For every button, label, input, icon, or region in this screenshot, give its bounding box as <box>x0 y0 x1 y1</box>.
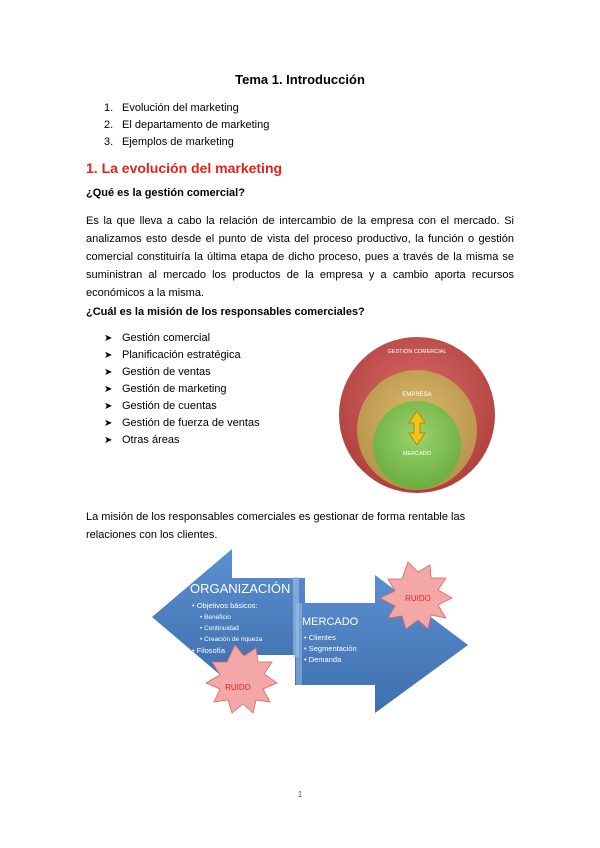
list-item: ➤ Gestión comercial <box>104 330 260 347</box>
paragraph-1: Es la que lleva a cabo la relación de intercambio de la empresa con el mercado. Si analizamos esto desde el punto de vista del proceso productivo, la función o gestión comercial constituiría la última etapa de dicho proceso, pues a través de la misma se suministran al mercado los productos de la empresa y a cambio aporta recursos económicos a la misma. <box>86 215 514 299</box>
list-item: ➤ Planificación estratégica <box>104 347 260 364</box>
market-item: • Demanda <box>304 655 342 664</box>
market-title: MERCADO <box>302 616 359 628</box>
list-item: ➤ Gestión de marketing <box>104 381 260 398</box>
noise-label-bottom: RUIDO <box>225 683 251 692</box>
organization-item: • Filosofía <box>192 646 226 655</box>
arrow-bullet-icon: ➤ <box>104 401 113 412</box>
page-number: 1 <box>297 790 303 799</box>
table-of-contents <box>104 100 269 151</box>
arrow-bullet-icon: ➤ <box>104 418 113 429</box>
inner-circle-label: MERCADO <box>402 451 432 457</box>
question-heading-2: ¿Cuál es la misión de los responsables comerciales? <box>86 306 365 318</box>
organization-market-diagram <box>150 545 470 715</box>
page-title: Tema 1. Introducción <box>235 72 365 87</box>
arrow-bullet-icon: ➤ <box>104 333 113 344</box>
organization-item: • Objetivos básicos: <box>192 601 258 610</box>
middle-circle-label: EMPRESA <box>402 392 432 398</box>
mission-statement: La misión de los responsables comerciales es gestionar de forma rentable las relaciones con los clientes. <box>86 511 466 541</box>
arrow-bullet-icon: ➤ <box>104 384 113 395</box>
noise-label-top: RUIDO <box>405 594 431 603</box>
outer-circle-label: GESTIÓN COMERCIAL <box>387 349 447 355</box>
arrow-bullet-icon: ➤ <box>104 435 113 446</box>
list-item: ➤ Gestión de ventas <box>104 364 260 381</box>
toc-item: 2. El departamento de marketing <box>104 119 270 131</box>
list-item: ➤ Gestión de fuerza de ventas <box>104 415 260 432</box>
list-item: ➤ Gestión de cuentas <box>104 398 260 415</box>
organization-subitem: • Continuidad <box>200 625 239 632</box>
arrow-bullet-icon: ➤ <box>104 367 113 378</box>
market-item: • Segmentación <box>304 644 357 653</box>
missions-list <box>104 330 260 449</box>
toc-item: 3. Ejemplos de marketing <box>104 136 234 148</box>
market-item: • Clientes <box>304 633 336 642</box>
organization-subitem: • Beneficio <box>200 614 231 621</box>
concentric-circles-diagram <box>332 335 502 495</box>
list-item: ➤ Otras áreas <box>104 432 260 449</box>
toc-item: 1. Evolución del marketing <box>104 102 239 114</box>
section-heading: 1. La evolución del marketing <box>86 160 283 176</box>
question-heading-1: ¿Qué es la gestión comercial? <box>86 187 245 199</box>
organization-title: ORGANIZACIÓN <box>190 581 291 596</box>
arrow-bullet-icon: ➤ <box>104 350 113 361</box>
organization-subitem: • Creación de riqueza <box>200 636 263 643</box>
